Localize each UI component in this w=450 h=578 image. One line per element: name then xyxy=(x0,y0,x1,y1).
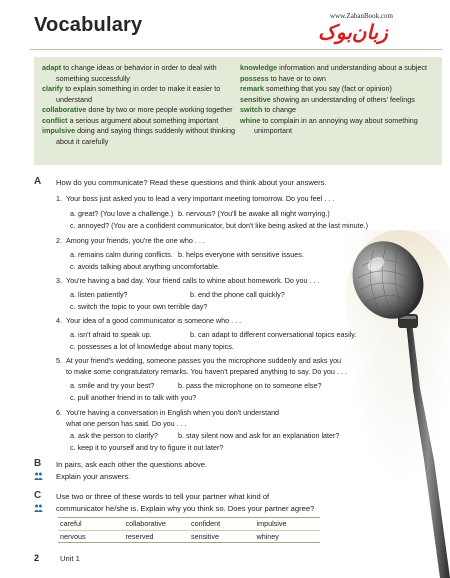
section-b-line-2: Explain your answers. xyxy=(56,472,131,481)
vocab-definition: something that you say (fact or opinion) xyxy=(265,84,392,93)
question-line: Your idea of a good communicator is someone who . . . xyxy=(66,316,242,325)
word-cell: whiney xyxy=(256,532,279,541)
vocab-definition: information and understanding about a subject xyxy=(279,63,428,72)
word-row xyxy=(58,518,320,530)
answer-option: b. helps everyone with sensitive issues. xyxy=(178,250,304,259)
vocab-entry xyxy=(42,126,238,147)
logo-brand: زبان‌بوک xyxy=(318,20,388,44)
answer-option: b. can adapt to different conversational topics easily. xyxy=(190,330,357,339)
question-line: At your friend's wedding, someone passes you the microphone suddenly and asks you xyxy=(66,356,342,365)
vocab-definition: to complain in an annoying way about something unimportant xyxy=(254,115,418,135)
vocabulary-column-left xyxy=(42,63,238,147)
title-divider xyxy=(30,49,442,50)
logo-url: www.ZabanBook.com xyxy=(330,12,393,20)
answer-option: b. pass the microphone on to someone else? xyxy=(178,381,322,390)
answer-option: c. switch the topic to your own terrible day? xyxy=(70,302,208,311)
question-text xyxy=(66,276,320,287)
answer-option: a. smile and try your best? xyxy=(70,381,155,390)
question-line: Among your friends, you're the one who . . . xyxy=(66,236,205,245)
vocabulary-column-right xyxy=(240,63,436,137)
question-text xyxy=(66,194,334,205)
vocab-entry xyxy=(240,84,436,95)
question-line: You're having a bad day. Your friend calls to whine about homework. Do you . . . xyxy=(66,276,320,285)
vocabulary-box xyxy=(34,57,442,165)
vocab-term: impulsive xyxy=(42,126,76,135)
vocab-entry xyxy=(240,74,436,85)
vocab-entry xyxy=(42,116,238,127)
vocab-entry xyxy=(42,105,238,116)
publisher-logo xyxy=(304,8,444,48)
vocab-entry xyxy=(240,63,436,74)
pair-work-icon xyxy=(34,504,43,512)
answer-option: a. ask the person to clarify? xyxy=(70,431,158,440)
answer-option: a. remains calm during conflicts. xyxy=(70,250,173,259)
word-cell: impulsive xyxy=(256,519,287,528)
vocab-definition: a serious argument about something important xyxy=(69,115,219,125)
vocab-term: possess xyxy=(240,73,269,83)
answer-option: b. nervous? (You'll be awake all night worrying.) xyxy=(178,209,330,218)
answer-option: c. avoids talking about anything uncomfortable. xyxy=(70,262,220,271)
question-text xyxy=(66,236,205,247)
vocab-definition: done by two or more people working together xyxy=(88,105,233,114)
vocab-term: knowledge xyxy=(240,63,278,72)
word-cell: nervous xyxy=(60,532,86,541)
section-c-line-2: communicator he/she is. Explain why you think so. Does your partner agree? xyxy=(56,504,315,513)
question-text xyxy=(66,356,347,377)
vocab-definition: showing an understanding of others' feelings xyxy=(272,94,415,104)
question-text xyxy=(66,408,279,429)
section-b-letter: B xyxy=(34,458,42,469)
question-number: 4. xyxy=(56,316,62,325)
question-line: to make some congratulatory remarks. You haven't prepared anything to say. Do you . . . xyxy=(66,366,347,376)
section-c-letter: C xyxy=(34,490,42,501)
vocab-definition: doing and saying things suddenly without thinking about it carefully xyxy=(56,126,235,146)
vocab-term: clarify xyxy=(42,84,64,93)
word-cell: collaborative xyxy=(125,519,166,528)
page-title: Vocabulary xyxy=(34,14,143,36)
word-cell: reserved xyxy=(125,532,154,541)
question-number: 5. xyxy=(56,356,62,365)
vocab-entry xyxy=(240,95,436,106)
answer-option: c. annoyed? (You are a confident communicator, but don't like being asked at the last minute.) xyxy=(70,221,368,230)
answer-option: a. great? (You love a challenge.) xyxy=(70,209,174,218)
vocab-definition: to explain something in order to make it easier to understand xyxy=(56,84,221,104)
section-b-line-1: In pairs, ask each other the questions above. xyxy=(56,460,208,469)
question-number: 2. xyxy=(56,236,62,245)
answer-option: a. listen patiently? xyxy=(70,290,128,299)
section-a-letter: A xyxy=(34,176,42,187)
vocab-definition: to change xyxy=(264,105,296,114)
answer-option: b. end the phone call quickly? xyxy=(190,290,285,299)
vocab-definition: to have or to own xyxy=(270,73,326,83)
answer-option: b. stay silent now and ask for an explanation later? xyxy=(178,431,340,440)
word-box xyxy=(58,517,320,543)
vocab-term: switch xyxy=(240,105,263,114)
answer-option: c. possesses a lot of knowledge about many topics. xyxy=(70,342,234,351)
unit-label: Unit 1 xyxy=(60,554,80,563)
question-line: Your boss just asked you to lead a very important meeting tomorrow. Do you feel . . . xyxy=(66,194,335,203)
answer-option: c. keep it to yourself and try to figure it out later? xyxy=(70,443,224,452)
question-text xyxy=(66,316,241,327)
question-line: what one person has said. Do you . . . xyxy=(66,418,187,428)
microphone-photo xyxy=(340,230,450,578)
question-number: 6. xyxy=(56,408,62,417)
vocab-entry xyxy=(42,63,238,84)
vocab-term: adapt xyxy=(42,63,62,72)
question-number: 1. xyxy=(56,194,62,203)
answer-option: c. pull another friend in to talk with you? xyxy=(70,393,197,402)
word-row xyxy=(58,530,320,542)
vocab-entry xyxy=(42,84,238,105)
vocab-definition: to change ideas or behavior in order to deal with something successfully xyxy=(56,63,217,83)
section-a-instruction: How do you communicate? Read these questions and think about your answers. xyxy=(56,178,327,187)
question-line: You're having a conversation in English when you don't understand xyxy=(66,408,280,417)
vocab-term: collaborative xyxy=(42,105,87,114)
pair-work-icon xyxy=(34,472,43,480)
vocab-term: sensitive xyxy=(240,94,271,104)
vocab-term: remark xyxy=(240,84,264,93)
vocab-entry xyxy=(240,116,436,137)
word-cell: careful xyxy=(60,519,82,528)
word-cell: sensitive xyxy=(191,532,219,541)
page-number: 2 xyxy=(34,553,40,563)
vocab-term: conflict xyxy=(42,115,68,125)
word-cell: confident xyxy=(191,519,221,528)
question-number: 3. xyxy=(56,276,62,285)
section-c-line-1: Use two or three of these words to tell your partner what kind of xyxy=(56,492,270,501)
answer-option: a. isn't afraid to speak up. xyxy=(70,330,152,339)
vocab-entry xyxy=(240,105,436,116)
vocab-term: whine xyxy=(240,115,261,125)
